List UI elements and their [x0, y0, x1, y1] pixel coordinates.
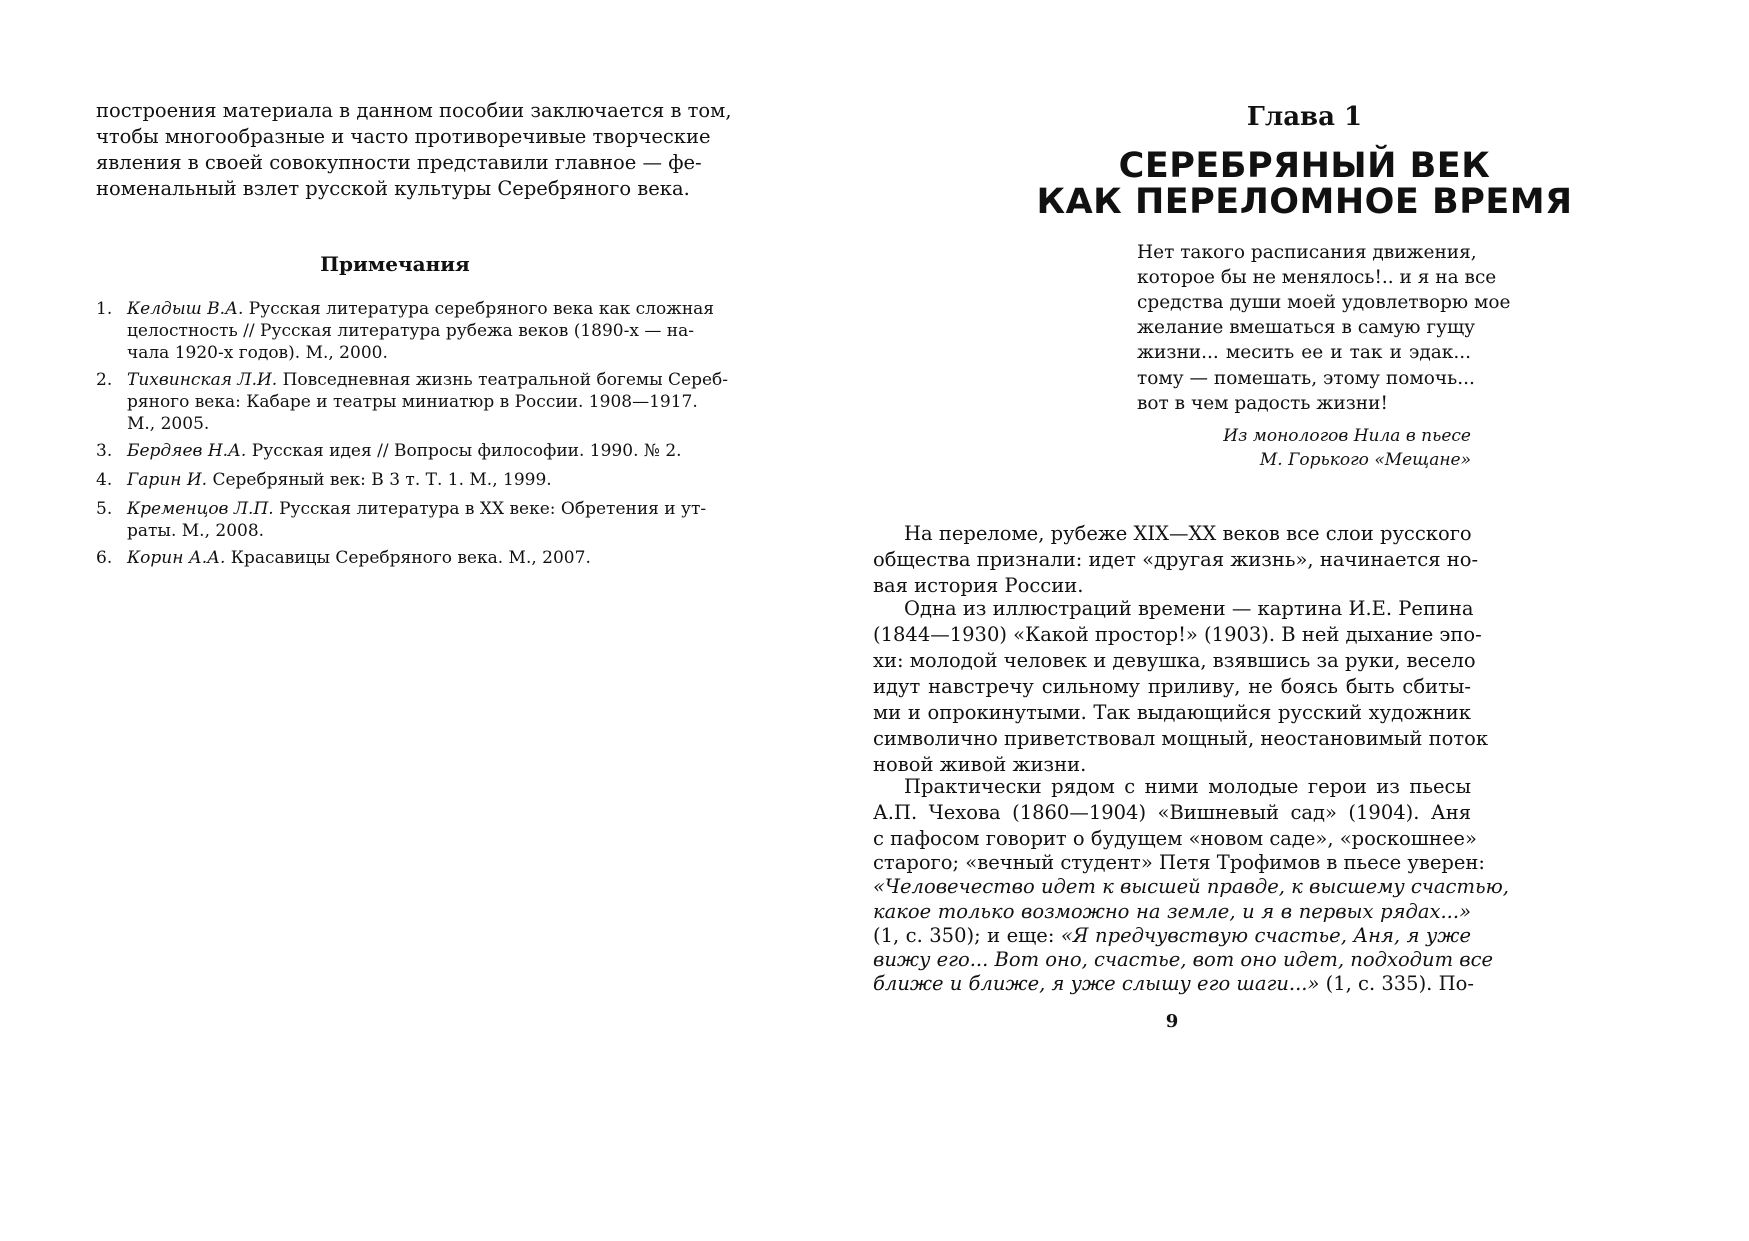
paragraph-line: номенальный взлет русской культуры Серебряного века.	[96, 177, 690, 200]
epigraph-source-line: М. Горького «Мещане»	[1259, 450, 1471, 470]
body-line: Одна из иллюстраций времени — картина И.Е. Репина	[904, 597, 1474, 620]
epigraph-source-line: Из монологов Нила в пьесе	[1223, 426, 1471, 446]
note-line	[127, 370, 729, 390]
paragraph-line: построения материала в данном пособии заключается в том,	[96, 99, 732, 122]
note-text: Русская литература серебряного века как сложная	[248, 299, 715, 319]
page-number: 9	[1165, 1011, 1179, 1032]
note-line	[127, 548, 694, 568]
note-line: чала 1920-х годов). М., 2000.	[127, 343, 388, 363]
body-text: (1, с. 335). По-	[1319, 972, 1474, 995]
note-number: 4.	[96, 470, 113, 490]
note-line	[127, 470, 694, 490]
body-line: общества признали: идет «другая жизнь», начинается но-	[873, 548, 1479, 571]
note-number: 1.	[96, 299, 113, 319]
body-line: На переломе, рубеже XIX—XX веков все слои русского	[904, 522, 1472, 545]
chapter-title-line: СЕРЕБРЯНЫЙ ВЕК	[1118, 146, 1491, 186]
epigraph-line: средства души моей удовлетворю мое	[1137, 292, 1511, 313]
note-line: ряного века: Кабаре и театры миниатюр в России. 1908—1917.	[127, 392, 698, 412]
quote-line: какое только возможно на земле, и я в первых рядах...»	[873, 900, 1471, 923]
note-author: Бердяев Н.А.	[127, 441, 247, 461]
note-line: целостность // Русская литература рубежа веков (1890-х — на-	[127, 321, 694, 341]
note-text: Повседневная жизнь театральной богемы Сереб-	[282, 370, 729, 390]
epigraph-line: вот в чем радость жизни!	[1137, 393, 1388, 414]
note-text: Серебряный век: В 3 т. Т. 1. М., 1999.	[212, 470, 552, 490]
note-line	[127, 299, 715, 319]
note-text: Русская идея // Вопросы философии. 1990. № 2.	[251, 441, 682, 461]
epigraph-line: Нет такого расписания движения,	[1137, 242, 1477, 263]
body-line: (1844—1930) «Какой простор!» (1903). В ней дыхание эпо-	[873, 623, 1482, 646]
note-line	[127, 499, 707, 519]
body-line: новой живой жизни.	[873, 753, 1087, 776]
epigraph-line: тому — помешать, этому помочь...	[1137, 368, 1475, 389]
quote-line: «Человечество идет к высшей правде, к высшему счастью,	[873, 875, 1509, 898]
body-line: старого; «вечный студент» Петя Трофимов в пьесе уверен:	[873, 851, 1485, 874]
body-line: ми и опрокинутыми. Так выдающийся русский художник	[873, 701, 1471, 724]
note-number: 5.	[96, 499, 113, 519]
note-number: 2.	[96, 370, 113, 390]
paragraph-line: явления в своей совокупности представили главное — фе-	[96, 151, 702, 174]
note-author: Корин А.А.	[127, 548, 226, 568]
body-line: символично приветствовал мощный, неостановимый поток	[873, 727, 1489, 750]
note-text: Русская литература в XX веке: Обретения и ут-	[279, 499, 707, 519]
quote-line: вижу его... Вот оно, счастье, вот оно идет, подходит все	[873, 948, 1494, 971]
note-line	[127, 441, 694, 461]
note-text: Красавицы Серебряного века. М., 2007.	[230, 548, 591, 568]
body-line: А.П. Чехова (1860—1904) «Вишневый сад» (1904). Аня	[873, 801, 1471, 824]
body-line	[873, 924, 1471, 947]
note-author: Кременцов Л.П.	[127, 499, 274, 519]
body-line: хи: молодой человек и девушка, взявшись за руки, весело	[873, 649, 1476, 672]
left-page	[0, 0, 860, 1241]
chapter-title-line: КАК ПЕРЕЛОМНОЕ ВРЕМЯ	[1036, 182, 1573, 222]
note-line: М., 2005.	[127, 414, 210, 434]
note-number: 6.	[96, 548, 113, 568]
paragraph-line: чтобы многообразные и часто противоречивые творческие	[96, 125, 711, 148]
note-author: Гарин И.	[127, 470, 208, 490]
right-page	[860, 0, 1749, 1241]
chapter-label: Глава 1	[1246, 102, 1363, 132]
notes-heading: Примечания	[320, 252, 470, 276]
note-line: раты. М., 2008.	[127, 521, 265, 541]
body-text: (1, с. 350); и еще:	[873, 924, 1061, 947]
body-line: с пафосом говорит о будущем «новом саде», «роскошнее»	[873, 827, 1477, 850]
body-line: идут навстречу сильному приливу, не боясь быть сбиты-	[873, 675, 1471, 698]
quote-text: ближе и ближе, я уже слышу его шаги...»	[873, 972, 1320, 995]
body-line: Практически рядом с ними молодые герои из пьесы	[904, 775, 1471, 798]
quote-text: «Я предчувствую счастье, Аня, я уже	[1060, 924, 1471, 947]
epigraph-line: жизни... месить ее и так и эдак...	[1137, 342, 1471, 363]
note-number: 3.	[96, 441, 113, 461]
epigraph-line: которое бы не менялось!.. и я на все	[1137, 267, 1497, 288]
body-line	[873, 972, 1474, 995]
body-line: вая история России.	[873, 574, 1084, 597]
note-author: Келдыш В.А.	[127, 299, 244, 319]
note-author: Тихвинская Л.И.	[127, 370, 278, 390]
epigraph-line: желание вмешаться в самую гущу	[1137, 317, 1476, 338]
